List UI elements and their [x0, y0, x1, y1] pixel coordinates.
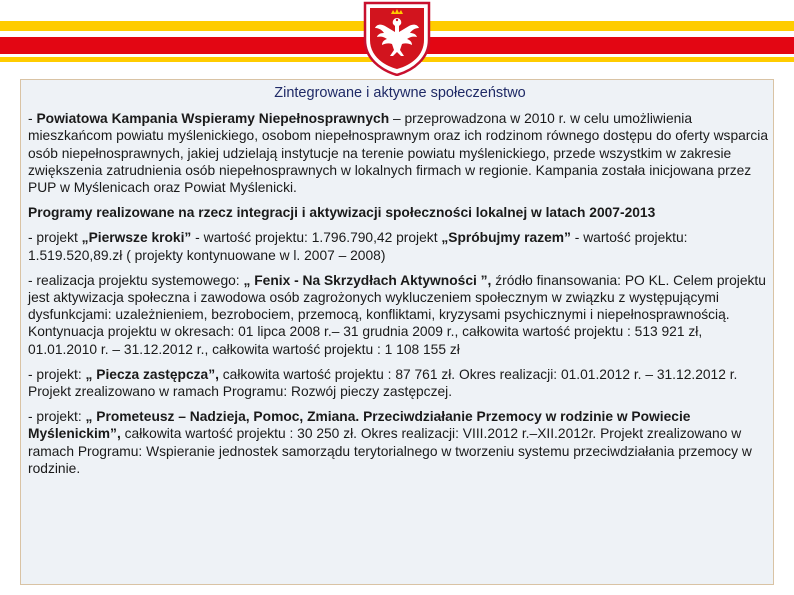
section-heading — [28, 204, 772, 221]
project-name-pierwsze-kroki: „Pierwsze kroki” — [81, 230, 192, 246]
text-fragment: - wartość projektu: 1.519.520,89.zł ( projekty kontynuowane w l. 2007 – 2008) — [28, 230, 688, 263]
page-title: Zintegrowane i aktywne społeczeństwo — [274, 85, 526, 101]
programs-heading: Programy realizowane na rzecz integracji i aktywizacji społeczności lokalnej w latach 2007-2013 — [28, 205, 656, 221]
paragraph-fenix — [28, 272, 772, 358]
text-fragment: - projekt: — [28, 366, 86, 382]
paragraph-campaign — [28, 110, 772, 196]
coat-of-arms-eagle-icon — [362, 0, 432, 76]
text-fragment: - projekt: — [28, 409, 86, 425]
paragraph-projects-2007 — [28, 229, 772, 263]
campaign-name: Powiatowa Kampania Wspieramy Niepełnosprawnych — [36, 111, 390, 127]
bullet-prefix: - — [28, 111, 37, 127]
project-name-fenix: „ Fenix - Na Skrzydłach Aktywności ”, — [243, 272, 492, 288]
text-fragment: - wartość projektu: 1.796.790,42 projekt — [191, 230, 442, 246]
text-fragment: - realizacja projektu systemowego: — [28, 272, 244, 288]
text-fragment: całkowita wartość projektu : 30 250 zł. Okres realizacji: VIII.2012 r.–XII.2012r. Projekt zrealizowano w ramach Programu: Wspieranie jednostek samorządu terytorialnego w tworzeniu systemu przeciwdziałania przemocy w rodzinie. — [28, 426, 752, 476]
slide-content — [28, 85, 772, 485]
text-fragment: - projekt — [28, 230, 82, 246]
paragraph-piecza — [28, 366, 772, 400]
project-name-piecza: „ Piecza zastępcza”, — [85, 366, 219, 382]
project-name-sprobujmy-razem: „Spróbujmy razem” — [441, 230, 571, 246]
campaign-description: – przeprowadzona w 2010 r. w celu umożliwienia mieszkańcom powiatu myślenickiego, osobom niepełnosprawnym oraz ich rodzinom równego dostępu do oferty wsparcia osób niepełnosprawnych, jakiej udzielają instytucje na terenie powiatu myślenickiego, przede wszystkim w zakresie zwiększenia zatrudnienia osób niepełnosprawnych w lokalnych firmach w regionie. Kampania została inicjowana przez PUP w Myślenicach oraz Powiat Myślenicki. — [28, 111, 769, 196]
text-fragment: źródło finansowania: PO KL. Celem projektu jest aktywizacja społeczna i zawodowa osób zagrożonych wykluczeniem społecznym w związku z występującymi dysfunkcjami: uzależnieniem, bezrobociem, przemocą, konfliktami, kryzysami psychicznymi i niepełnosprawnością. Kontynuacja projektu w okresach: 01 lipca 2008 r.– 31 grudnia 2009 r., całkowita wartość projektu : 513 921 zł, 01.01.2010 r. – 31.12.2012 r., całkowita wartość projektu : 1 108 155 zł — [28, 272, 766, 357]
text-fragment: całkowita wartość projektu : 87 761 zł. Okres realizacji: 01.01.2012 r. – 31.12.2012 r. Projekt zrealizowano w ramach Programu: Rozwój pieczy zastępczej. — [28, 366, 738, 400]
paragraph-prometeusz — [28, 408, 772, 477]
project-name-prometeusz: „ Prometeusz – Nadzieja, Pomoc, Zmiana. Przeciwdziałanie Przemocy w rodzinie w Powiecie Myślenickim”, — [28, 409, 691, 442]
